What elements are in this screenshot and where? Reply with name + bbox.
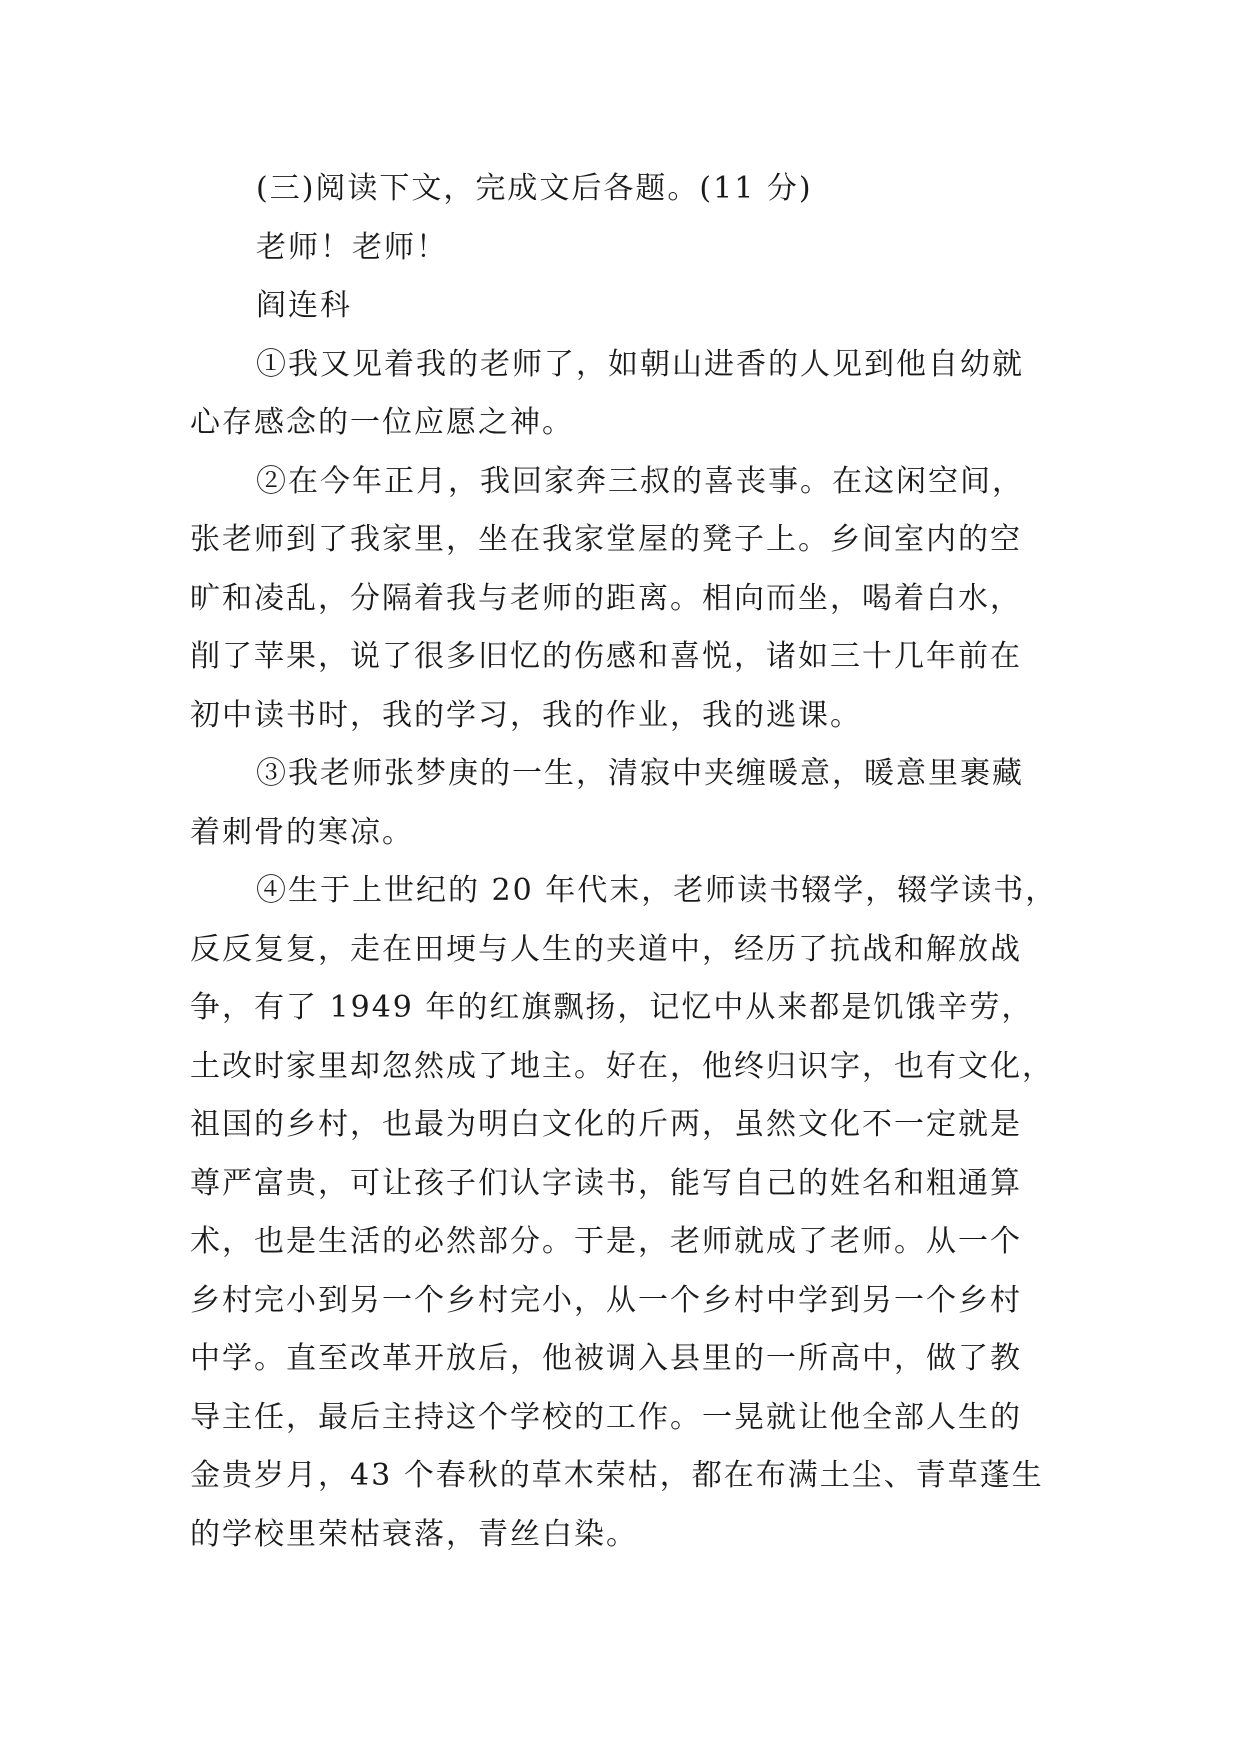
paragraph-line: ①我又见着我的老师了，如朝山进香的人见到他自幼就 bbox=[256, 346, 1024, 382]
article-title: 老师！老师！ bbox=[256, 229, 448, 265]
paragraph-line: 心存感念的一位应愿之神。 bbox=[190, 405, 574, 440]
paragraph-line: 旷和凌乱，分隔着我与老师的距离。相向而坐，喝着白水， bbox=[190, 580, 1022, 616]
paragraph-line: 中学。直至改革开放后，他被调入县里的一所高中，做了教 bbox=[190, 1341, 1022, 1376]
paragraph-line: 削了苹果，说了很多旧忆的伤感和喜悦，诸如三十几年前在 bbox=[190, 639, 1022, 674]
paragraph-2 bbox=[190, 453, 1050, 746]
paragraph-1 bbox=[190, 336, 1050, 453]
section-heading: (三)阅读下文，完成文后各题。(11 分) bbox=[256, 171, 813, 206]
paragraph-line: ④生于上世纪的 20 年代末，老师读书辍学，辍学读书， bbox=[256, 873, 1058, 908]
paragraph-line: 祖国的乡村，也最为明白文化的斤两，虽然文化不一定就是 bbox=[190, 1107, 1022, 1142]
paragraph-line: ②在今年正月，我回家奔三叔的喜丧事。在这闲空间， bbox=[256, 463, 1024, 499]
paragraph-line: 张老师到了我家里，坐在我家堂屋的凳子上。乡间室内的空 bbox=[190, 522, 1022, 557]
paragraph-line: 初中读书时，我的学习，我的作业，我的逃课。 bbox=[190, 697, 862, 733]
paragraph-line: 的学校里荣枯衰落，青丝白染。 bbox=[190, 1516, 638, 1552]
paragraph-line: 乡村完小到另一个乡村完小，从一个乡村中学到另一个乡村 bbox=[190, 1282, 1022, 1318]
paragraph-line: 争，有了 1949 年的红旗飘扬，记忆中从来都是饥饿辛劳， bbox=[190, 990, 1034, 1025]
paragraph-line: 尊严富贵，可让孩子们认字读书，能写自己的姓名和粗通算 bbox=[190, 1165, 1022, 1201]
author-name: 阎连科 bbox=[256, 288, 352, 323]
paragraph-line: 金贵岁月，43 个春秋的草木荣枯，都在布满土尘、青草蓬生 bbox=[190, 1458, 1044, 1493]
paragraph-line: 着刺骨的寒凉。 bbox=[190, 814, 414, 850]
paragraph-3 bbox=[190, 745, 1050, 862]
paragraph-line: 导主任，最后主持这个学校的工作。一晃就让他全部人生的 bbox=[190, 1399, 1022, 1435]
paragraph-line: ③我老师张梦庚的一生，清寂中夹缠暖意，暖意里裹藏 bbox=[256, 756, 1024, 791]
paragraph-line: 术，也是生活的必然部分。于是，老师就成了老师。从一个 bbox=[190, 1224, 1022, 1259]
document-page bbox=[190, 160, 1058, 1564]
paragraph-line: 反反复复，走在田埂与人生的夹道中，经历了抗战和解放战 bbox=[190, 931, 1022, 967]
paragraph-4 bbox=[190, 862, 1058, 1564]
paragraph-line: 土改时家里却忽然成了地主。好在，他终归识字，也有文化， bbox=[190, 1048, 1054, 1084]
